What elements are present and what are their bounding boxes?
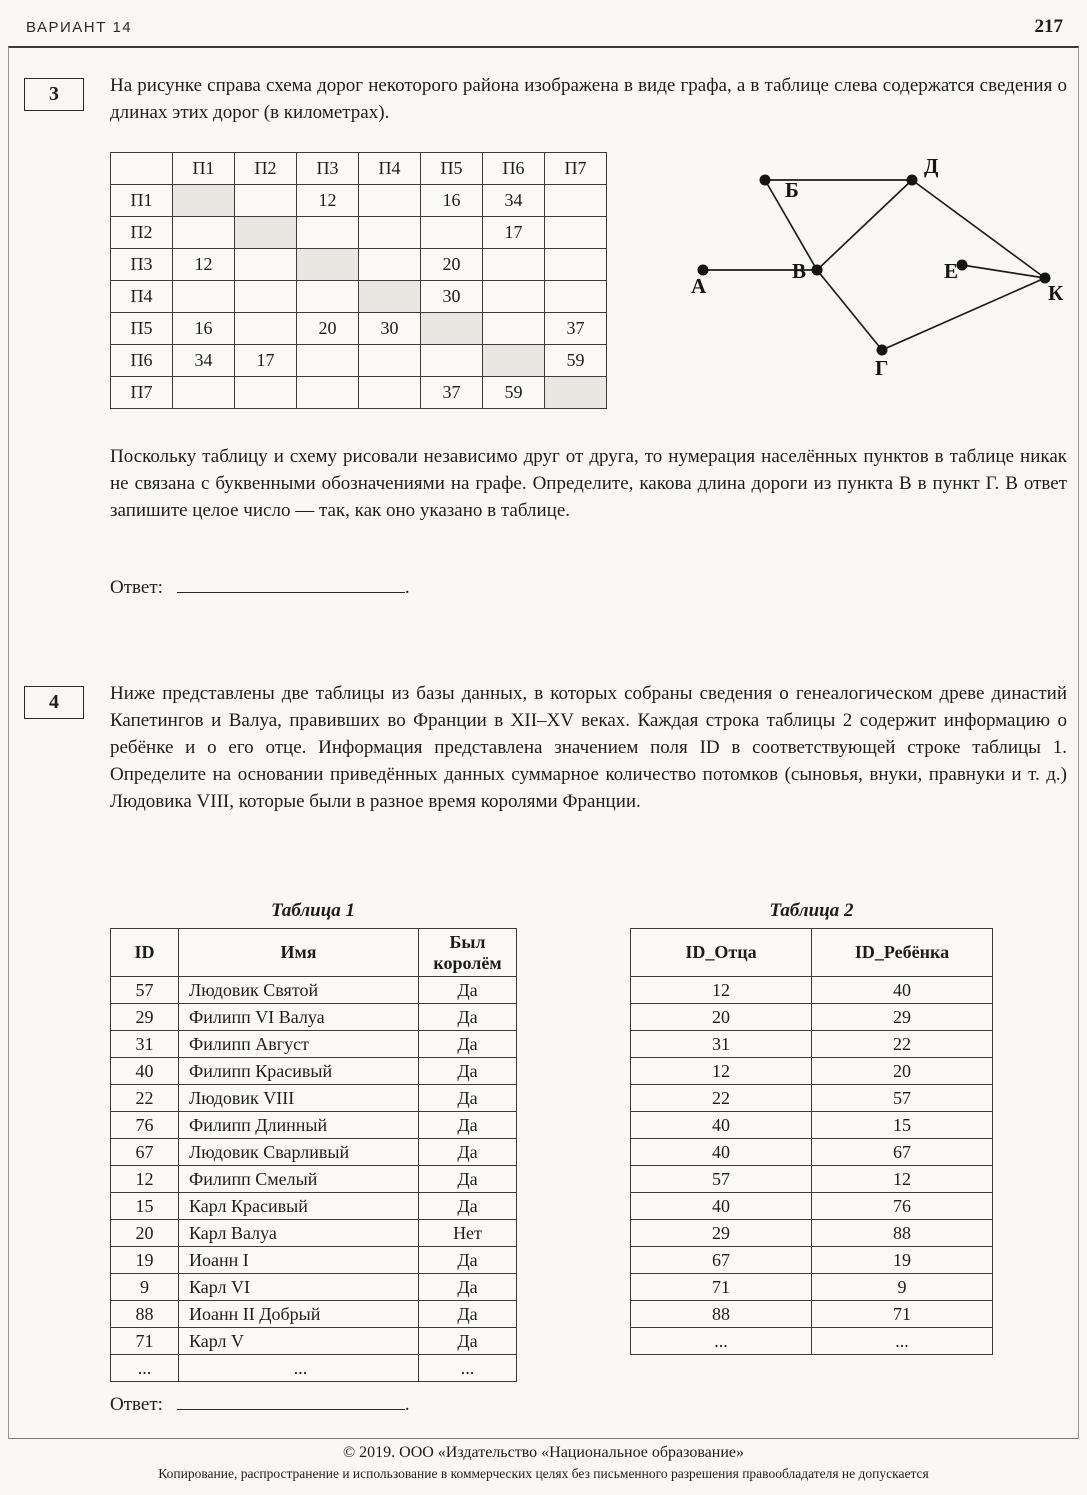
table1-cell: Да [419,1247,517,1274]
matrix-cell [297,249,359,281]
graph-vertex-label: Д [924,154,939,178]
table2-row [631,1058,993,1085]
graph-edge [962,265,1045,278]
graph-edge [882,278,1045,350]
table1-cell: Филипп Смелый [179,1166,419,1193]
matrix-row-label: П1 [111,185,173,217]
table1-row [111,1058,517,1085]
graph-vertex-label: В [792,259,807,283]
matrix-row-label: П2 [111,217,173,249]
matrix-header-cell: П7 [545,153,607,185]
table2-cell: 22 [812,1031,993,1058]
matrix-cell: 12 [297,185,359,217]
matrix-cell [173,217,235,249]
table2-cell: 88 [812,1220,993,1247]
matrix-cell [421,345,483,377]
table1-caption: Таблица 1 [270,900,356,921]
matrix-cell [545,249,607,281]
table1-cell: 20 [111,1220,179,1247]
page-header [26,16,1063,38]
matrix-cell [235,313,297,345]
table2-cell: 67 [812,1139,993,1166]
table2-cell: 71 [812,1301,993,1328]
matrix-row [111,217,607,249]
table1-row [111,1355,517,1382]
table1-cell: 76 [111,1112,179,1139]
table2-cell: 40 [631,1139,812,1166]
task3-answer-blank [177,575,405,593]
table1-cell: 57 [111,977,179,1004]
matrix-cell [235,249,297,281]
matrix-cell: 20 [297,313,359,345]
matrix-cell [421,217,483,249]
variant-label: ВАРИАНТ 14 [26,19,133,36]
table1-row [111,1004,517,1031]
table1-cell: Да [419,1112,517,1139]
matrix-cell: 17 [235,345,297,377]
graph-edge [912,180,1045,278]
matrix-cell: 59 [545,345,607,377]
task4-answer-row [110,1392,410,1416]
table1-cell: 9 [111,1274,179,1301]
matrix-row-label: П7 [111,377,173,409]
matrix-header-cell [111,153,173,185]
matrix-row [111,377,607,409]
graph-vertex-label: Е [944,259,959,283]
task4-number-box [24,686,84,719]
task4-intro: Ниже представлены две таблицы из базы данных, в которых собраны сведения о генеалогическом древе династий Капетингов и Валуа, правивших во Франции в XII–XV веках. Каждая строка таблицы 2 содержит информацию о ребёнке и о его отце. Информация представлена значением поля ID в соответствующей строке таблицы 1. Определите на основании приведённых данных суммарное количество потомков (сыновья, внуки, правнуки и т. д.) Людовика VIII, которые были в разное время королями Франции. [110,683,1067,812]
table1-cell: Карл VI [179,1274,419,1301]
matrix-cell: 20 [421,249,483,281]
table2-cell: 88 [631,1301,812,1328]
table2-row [631,1247,993,1274]
graph-edge [817,270,882,350]
table1-header-cell: Имя [179,929,419,977]
matrix-header-cell: П2 [235,153,297,185]
task3-question: Поскольку таблицу и схему рисовали независимо друг от друга, то нумерация населённых пунктов в таблице никак не связана с буквенными обозначениями на графе. Определите, какова длина дороги из пункта В в пункт Г. В ответ запишите целое число — так, как оно указано в таблице. [110,446,1067,521]
matrix-cell [235,217,297,249]
road-graph [645,146,1070,396]
graph-vertex-label: А [691,274,707,298]
table1-row [111,1085,517,1112]
graph-vertex [957,260,968,271]
table1-header-cell: ID [111,929,179,977]
task3-number: 3 [49,83,59,105]
matrix-cell [359,249,421,281]
matrix-row-label: П6 [111,345,173,377]
table2-cell: 12 [631,977,812,1004]
table1-cell: Нет [419,1220,517,1247]
matrix-cell [359,185,421,217]
graph-vertex [877,345,888,356]
table2-cell: 9 [812,1274,993,1301]
table2-cell: 12 [812,1166,993,1193]
table2-cell: ... [812,1328,993,1355]
distance-matrix [110,152,607,409]
table2-row [631,1274,993,1301]
graph-vertex [812,265,823,276]
table1-cell: 88 [111,1301,179,1328]
table1-header-cell: Был королём [419,929,517,977]
task4-number: 4 [49,691,59,713]
table2-row [631,1301,993,1328]
graph-vertex-label: К [1048,281,1064,305]
copyright-line: © 2019. ООО «Издательство «Национальное образование» [342,1444,744,1461]
table2-row [631,1085,993,1112]
matrix-header-row [111,153,607,185]
matrix-row-label: П4 [111,281,173,313]
table2-cell: 67 [631,1247,812,1274]
table1-cell: Людовик Сварливый [179,1139,419,1166]
table2-row [631,1031,993,1058]
table2-caption: Таблица 2 [769,900,854,921]
matrix-row [111,313,607,345]
table1-cell: Людовик Святой [179,977,419,1004]
task3-answer-label: Ответ: [110,577,163,599]
table1-cell: 31 [111,1031,179,1058]
table2-row [631,1004,993,1031]
table2-cell: ... [631,1328,812,1355]
page-number: 217 [1034,16,1063,37]
matrix-cell: 34 [483,185,545,217]
table1-cell: Да [419,1058,517,1085]
table1-row [111,1247,517,1274]
table1-row [111,1139,517,1166]
table2-cell: 19 [812,1247,993,1274]
table1-cell: Филипп VI Валуа [179,1004,419,1031]
table2-header-cell: ID_Ребёнка [812,929,993,977]
matrix-row-label: П3 [111,249,173,281]
table1-cell: ... [179,1355,419,1382]
table2-row [631,977,993,1004]
table1-cell: Людовик VIII [179,1085,419,1112]
table2-row [631,1220,993,1247]
table1-cell: Да [419,1085,517,1112]
table1-row [111,1220,517,1247]
table2-cell: 40 [631,1112,812,1139]
table1-row [111,1031,517,1058]
table2-cell: 40 [631,1193,812,1220]
table1-header-row [111,929,517,977]
task4-answer-label: Ответ: [110,1394,163,1416]
matrix-cell: 12 [173,249,235,281]
genealogy-table-1 [110,928,517,1382]
matrix-cell [173,377,235,409]
table2-cell: 20 [631,1004,812,1031]
table1-cell: 19 [111,1247,179,1274]
table2-header-cell: ID_Отца [631,929,812,977]
matrix-cell [483,281,545,313]
genealogy-table-2 [630,928,993,1355]
matrix-cell [545,281,607,313]
table2-cell: 57 [631,1166,812,1193]
table1-cell: Карл Валуа [179,1220,419,1247]
matrix-cell: 30 [421,281,483,313]
table1-cell: 40 [111,1058,179,1085]
table2-cell: 76 [812,1193,993,1220]
matrix-row [111,345,607,377]
matrix-cell: 16 [173,313,235,345]
table1-cell: Да [419,977,517,1004]
matrix-cell [173,281,235,313]
table2-cell: 40 [812,977,993,1004]
graph-vertex-label: Б [785,178,799,202]
graph-vertex [907,175,918,186]
matrix-row [111,185,607,217]
table1-cell: Филипп Длинный [179,1112,419,1139]
matrix-cell: 17 [483,217,545,249]
table1-cell: 22 [111,1085,179,1112]
graph-vertex [760,175,771,186]
matrix-cell [297,377,359,409]
table1-cell: Карл V [179,1328,419,1355]
table1-row [111,1112,517,1139]
table1-cell: 71 [111,1328,179,1355]
table1-cell: Да [419,1301,517,1328]
matrix-header-cell: П1 [173,153,235,185]
table1-row [111,1193,517,1220]
matrix-cell [173,185,235,217]
table2-row [631,1328,993,1355]
table1-cell: Карл Красивый [179,1193,419,1220]
task3-answer-row [110,575,410,599]
table1-cell: ... [419,1355,517,1382]
table2-cell: 31 [631,1031,812,1058]
matrix-cell [483,345,545,377]
matrix-row [111,249,607,281]
table1-row [111,1301,517,1328]
notice-line: Копирование, распространение и использование в коммерческих целях без письменного разрешения правообладателя не допускается [158,1466,929,1481]
matrix-cell: 30 [359,313,421,345]
table1-cell: ... [111,1355,179,1382]
table2-cell: 15 [812,1112,993,1139]
table1-cell: Иоанн I [179,1247,419,1274]
matrix-cell [235,185,297,217]
matrix-cell [297,281,359,313]
matrix-cell [483,313,545,345]
table1-cell: 67 [111,1139,179,1166]
table2-cell: 12 [631,1058,812,1085]
matrix-cell [235,281,297,313]
table1-cell: Да [419,1193,517,1220]
matrix-header-cell: П4 [359,153,421,185]
table2-row [631,1112,993,1139]
matrix-cell: 16 [421,185,483,217]
matrix-cell: 59 [483,377,545,409]
matrix-cell: 37 [421,377,483,409]
matrix-header-cell: П3 [297,153,359,185]
matrix-cell: 34 [173,345,235,377]
matrix-cell [545,217,607,249]
table1-cell: Филипп Август [179,1031,419,1058]
matrix-cell [359,281,421,313]
table2-cell: 22 [631,1085,812,1112]
matrix-header-cell: П6 [483,153,545,185]
table1-row [111,1166,517,1193]
matrix-row [111,281,607,313]
matrix-cell [359,345,421,377]
table1-cell: Да [419,1031,517,1058]
task3-answer-suffix: . [404,577,410,599]
table2-cell: 29 [631,1220,812,1247]
table2-cell: 29 [812,1004,993,1031]
table2-row [631,1139,993,1166]
task4-answer-suffix: . [404,1394,410,1416]
table2-header-row [631,929,993,977]
table1-cell: Да [419,1139,517,1166]
table1-row [111,1328,517,1355]
matrix-cell: 37 [545,313,607,345]
table1-cell: 29 [111,1004,179,1031]
table2-cell: 20 [812,1058,993,1085]
matrix-cell [297,217,359,249]
graph-vertex-label: Г [875,356,889,380]
table2-row [631,1166,993,1193]
matrix-cell [359,377,421,409]
table2-cell: 71 [631,1274,812,1301]
table2-cell: 57 [812,1085,993,1112]
table1-cell: 15 [111,1193,179,1220]
table1-row [111,1274,517,1301]
table1-row [111,977,517,1004]
table1-cell: Филипп Красивый [179,1058,419,1085]
table1-cell: Да [419,1004,517,1031]
task4-answer-blank [177,1392,405,1410]
matrix-cell [483,249,545,281]
matrix-row-label: П5 [111,313,173,345]
matrix-cell [297,345,359,377]
matrix-cell [421,313,483,345]
table1-cell: Да [419,1166,517,1193]
matrix-cell [359,217,421,249]
matrix-cell [235,377,297,409]
matrix-cell [545,185,607,217]
graph-edge [817,180,912,270]
table2-row [631,1193,993,1220]
table1-cell: 12 [111,1166,179,1193]
task3-number-box [24,78,84,111]
matrix-header-cell: П5 [421,153,483,185]
task3-intro: На рисунке справа схема дорог некоторого района изображена в виде графа, а в таблице слева содержатся сведения о длинах этих дорог (в километрах). [110,75,1067,123]
table1-cell: Да [419,1328,517,1355]
matrix-cell [545,377,607,409]
table1-cell: Иоанн II Добрый [179,1301,419,1328]
table1-cell: Да [419,1274,517,1301]
